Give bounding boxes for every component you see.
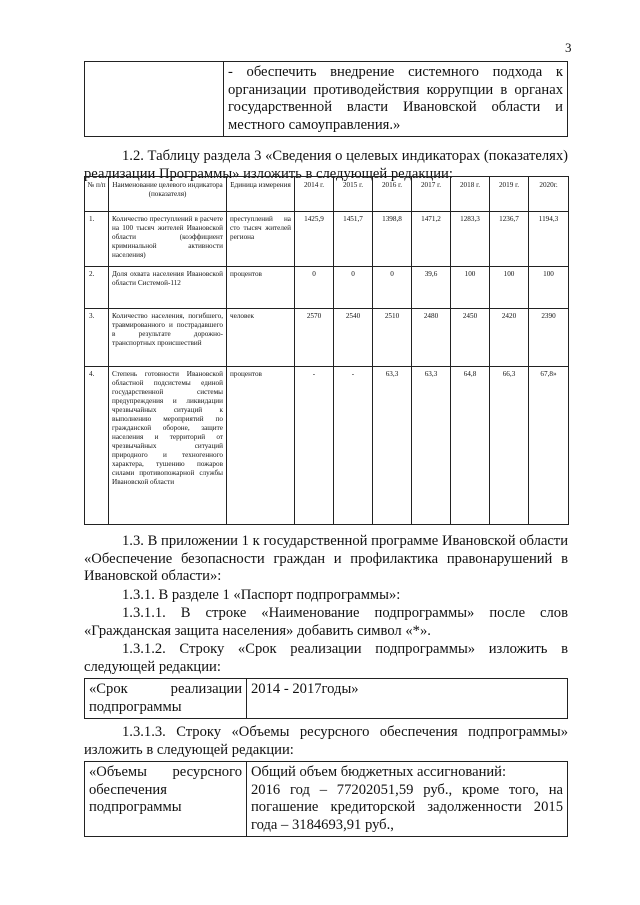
row-name: Количество преступлений в расчете на 100 тысяч жителей Ивановской области (коэффициент криминальной активности населения) (109, 212, 227, 267)
row-value: 67,8» (529, 367, 569, 525)
row-unit: преступлений на сто тысяч жителей региона (227, 212, 295, 267)
paragraph-1-3-1: 1.3.1. В разделе 1 «Паспорт подпрограммы»: (122, 587, 401, 603)
row-value: 1194,3 (529, 212, 569, 267)
header-name: Наименование целевого индикатора (показателя) (109, 177, 227, 212)
row-value: - (295, 367, 334, 525)
row-value: 1398,8 (373, 212, 412, 267)
row-value: 1283,3 (451, 212, 490, 267)
row-value: 1236,7 (490, 212, 529, 267)
row-value: 2570 (295, 309, 334, 367)
row-value: 100 (490, 267, 529, 309)
header-num: № п/п (85, 177, 109, 212)
row-value: 39,6 (412, 267, 451, 309)
table-row (85, 309, 569, 367)
row-num: 2. (85, 267, 109, 309)
row-value: 0 (373, 267, 412, 309)
resources-value-line1: Общий объем бюджетных ассигнований: (251, 764, 507, 780)
header-year: 2016 г. (373, 177, 412, 212)
row-value: 64,8 (451, 367, 490, 525)
row-value: - (334, 367, 373, 525)
header-year: 2017 г. (412, 177, 451, 212)
row-name: Доля охвата населения Ивановской области Системой-112 (109, 267, 227, 309)
term-table (84, 678, 568, 719)
header-unit: Единица измерения (227, 177, 295, 212)
row-num: 3. (85, 309, 109, 367)
row-value: 100 (529, 267, 569, 309)
term-label-cell: «Срок реализации подпрограммы (85, 679, 247, 719)
resources-table (84, 761, 568, 837)
row-unit: человек (227, 309, 295, 367)
row-unit: процентов (227, 267, 295, 309)
row-value: 2540 (334, 309, 373, 367)
table-row (85, 367, 569, 525)
paragraph-1-2: 1.2. Таблицу раздела 3 «Сведения о целевых индикаторах (показателях) реализации Программы» изложить в следующей редакции: (84, 148, 568, 182)
paragraph-1-3-1-2: 1.3.1.2. Строку «Срок реализации подпрограммы» изложить в следующей редакции: (84, 641, 568, 675)
row-value: 63,3 (373, 367, 412, 525)
row-value: 100 (451, 267, 490, 309)
fragment-empty-cell (85, 62, 224, 137)
table-row (85, 212, 569, 267)
resources-label-cell: «Объемы ресурсного обеспечения подпрограммы (85, 762, 247, 837)
row-name: Количество населения, погибшего, травмированного и пострадавшего в результате дорожно-транспортных происшествий (109, 309, 227, 367)
row-value: 2510 (373, 309, 412, 367)
header-year: 2020г. (529, 177, 569, 212)
header-year: 2019 г. (490, 177, 529, 212)
row-value: 66,3 (490, 367, 529, 525)
row-num: 1. (85, 212, 109, 267)
indicators-header-row (85, 177, 569, 212)
resources-value-cell (247, 762, 568, 837)
fragment-text-cell: - обеспечить внедрение системного подхода к организации противодействия коррупции в органах государственной власти Ивановской области и местного самоуправления.» (224, 62, 568, 137)
fragment-table (84, 61, 568, 137)
row-value: 2390 (529, 309, 569, 367)
row-value: 0 (295, 267, 334, 309)
row-value: 2450 (451, 309, 490, 367)
row-value: 1451,7 (334, 212, 373, 267)
header-year: 2018 г. (451, 177, 490, 212)
table-row (85, 267, 569, 309)
row-value: 2480 (412, 309, 451, 367)
page-number: 3 (565, 40, 572, 55)
row-value: 63,3 (412, 367, 451, 525)
term-value-cell: 2014 - 2017годы» (247, 679, 568, 719)
row-value: 0 (334, 267, 373, 309)
row-value: 2420 (490, 309, 529, 367)
resources-value-line2: 2016 год – 77202051,59 руб., кроме того, на погашение кредиторской задолженности 2015 года – 3184693,91 руб., (251, 781, 563, 833)
header-year: 2015 г. (334, 177, 373, 212)
row-value: 1425,9 (295, 212, 334, 267)
row-value: 1471,2 (412, 212, 451, 267)
row-name: Степень готовности Ивановской областной подсистемы единой государственной системы предупреждения и ликвидации чрезвычайных ситуаций к выполнению мероприятий по гражданской обороне, защите населения и территорий от чрезвычайных ситуаций природного и техногенного характера, тушению пожаров силами противопожарной службы Ивановской области (109, 367, 227, 525)
row-num: 4. (85, 367, 109, 525)
paragraph-1-3-1-1: 1.3.1.1. В строке «Наименование подпрограммы» после слов «Гражданская защита населения» добавить символ «*». (84, 605, 568, 639)
paragraph-1-3: 1.3. В приложении 1 к государственной программе Ивановской области «Обеспечение безопасности граждан и профилактика правонарушений в Ивановской области»: (84, 533, 568, 584)
row-unit: процентов (227, 367, 295, 525)
header-year: 2014 г. (295, 177, 334, 212)
paragraph-1-3-1-3: 1.3.1.3. Строку «Объемы ресурсного обеспечения подпрограммы» изложить в следующей редакции: (84, 724, 568, 758)
indicators-table (84, 176, 569, 525)
